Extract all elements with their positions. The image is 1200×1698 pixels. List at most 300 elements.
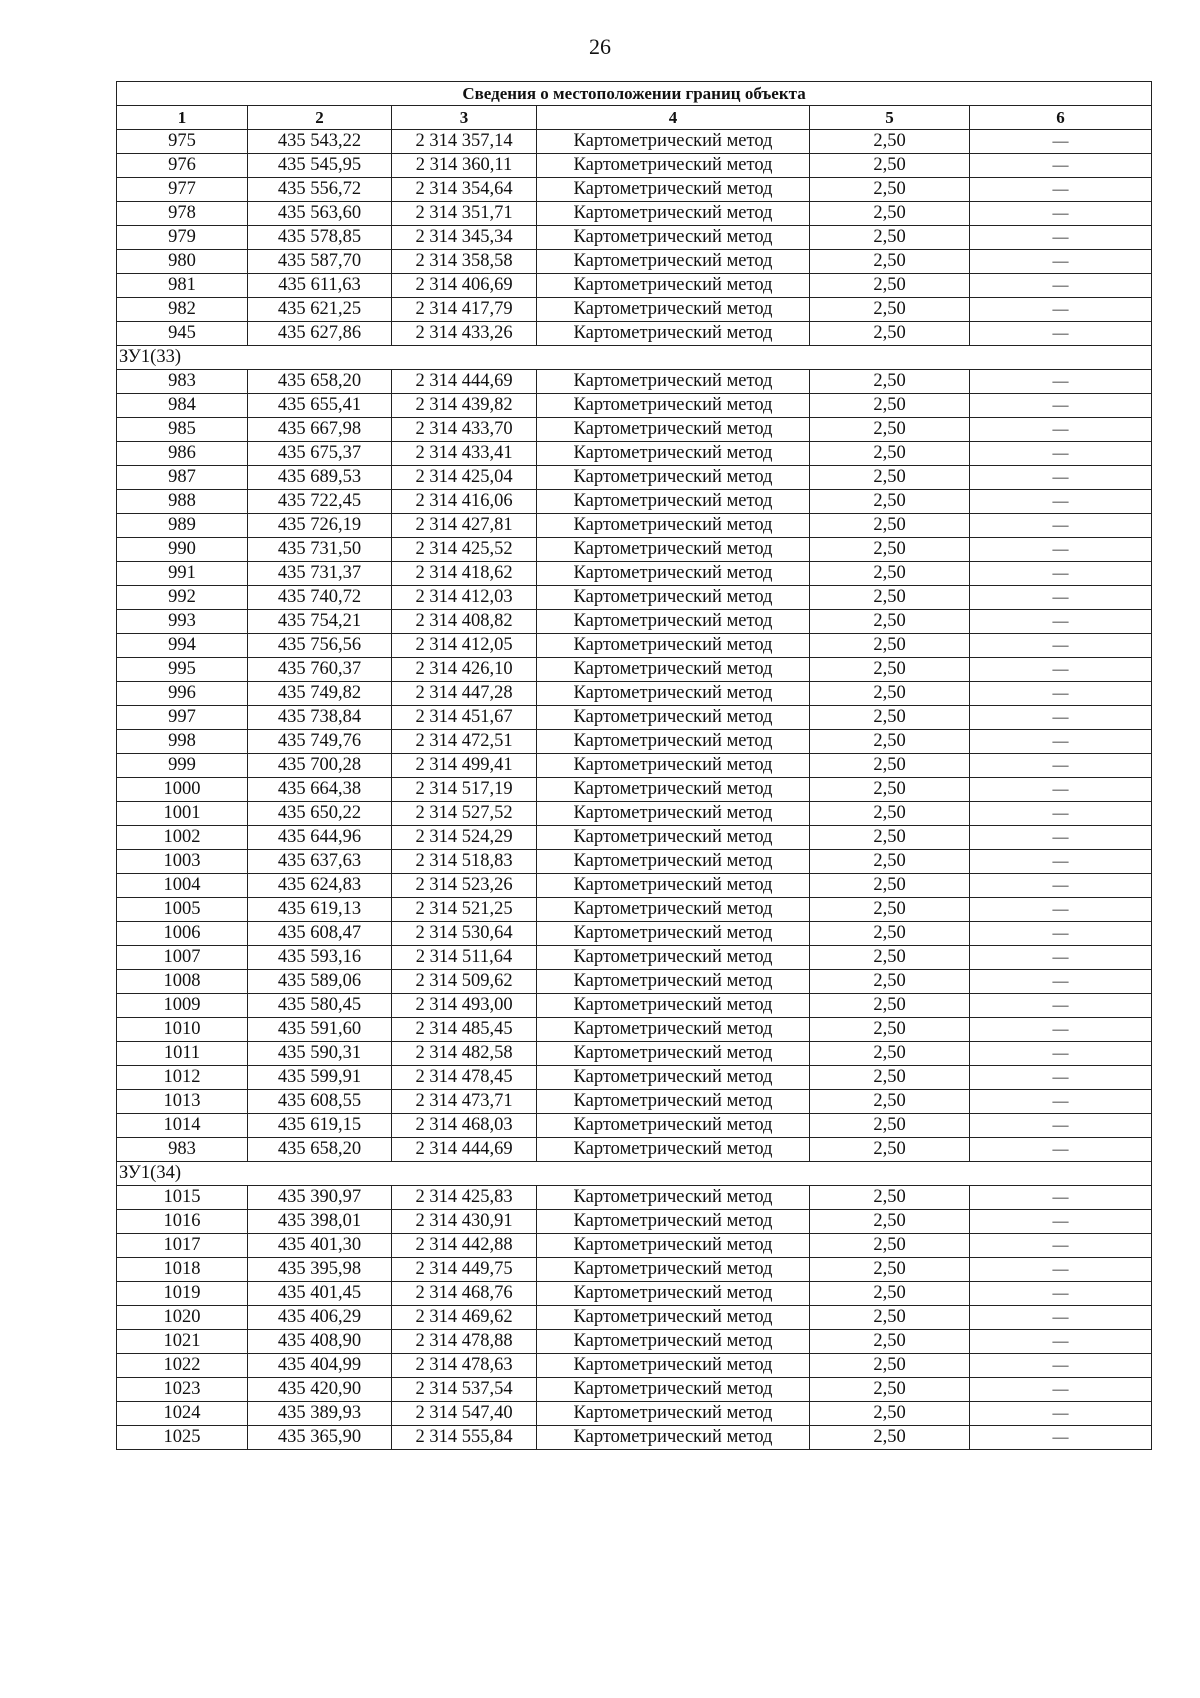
table-row bbox=[117, 1234, 1152, 1258]
table-row bbox=[117, 1066, 1152, 1090]
accuracy-cell: 2,50 bbox=[810, 490, 970, 514]
y-coordinate-cell: 2 314 447,28 bbox=[392, 682, 537, 706]
table-row bbox=[117, 850, 1152, 874]
x-coordinate-cell: 435 406,29 bbox=[248, 1306, 392, 1330]
method-cell: Картометрический метод bbox=[537, 1090, 810, 1114]
note-cell: — bbox=[970, 994, 1152, 1018]
method-cell: Картометрический метод bbox=[537, 1426, 810, 1450]
accuracy-cell: 2,50 bbox=[810, 250, 970, 274]
note-cell: — bbox=[970, 418, 1152, 442]
method-cell: Картометрический метод bbox=[537, 322, 810, 346]
table-row bbox=[117, 154, 1152, 178]
accuracy-cell: 2,50 bbox=[810, 418, 970, 442]
y-coordinate-cell: 2 314 511,64 bbox=[392, 946, 537, 970]
y-coordinate-cell: 2 314 478,63 bbox=[392, 1354, 537, 1378]
x-coordinate-cell: 435 611,63 bbox=[248, 274, 392, 298]
method-cell: Картометрический метод bbox=[537, 706, 810, 730]
x-coordinate-cell: 435 556,72 bbox=[248, 178, 392, 202]
point-number-cell: 1024 bbox=[117, 1402, 248, 1426]
x-coordinate-cell: 435 731,50 bbox=[248, 538, 392, 562]
table-row bbox=[117, 994, 1152, 1018]
method-cell: Картометрический метод bbox=[537, 730, 810, 754]
x-coordinate-cell: 435 401,45 bbox=[248, 1282, 392, 1306]
y-coordinate-cell: 2 314 469,62 bbox=[392, 1306, 537, 1330]
point-number-cell: 998 bbox=[117, 730, 248, 754]
accuracy-cell: 2,50 bbox=[810, 370, 970, 394]
accuracy-cell: 2,50 bbox=[810, 1354, 970, 1378]
note-cell: — bbox=[970, 1426, 1152, 1450]
table-row bbox=[117, 946, 1152, 970]
point-number-cell: 999 bbox=[117, 754, 248, 778]
boundary-coordinates-table bbox=[116, 81, 1152, 1450]
point-number-cell: 1011 bbox=[117, 1042, 248, 1066]
x-coordinate-cell: 435 738,84 bbox=[248, 706, 392, 730]
accuracy-cell: 2,50 bbox=[810, 682, 970, 706]
point-number-cell: 979 bbox=[117, 226, 248, 250]
point-number-cell: 1003 bbox=[117, 850, 248, 874]
table-row bbox=[117, 1330, 1152, 1354]
method-cell: Картометрический метод bbox=[537, 1282, 810, 1306]
table-row bbox=[117, 1402, 1152, 1426]
accuracy-cell: 2,50 bbox=[810, 514, 970, 538]
point-number-cell: 978 bbox=[117, 202, 248, 226]
point-number-cell: 975 bbox=[117, 130, 248, 154]
note-cell: — bbox=[970, 1186, 1152, 1210]
method-cell: Картометрический метод bbox=[537, 1042, 810, 1066]
y-coordinate-cell: 2 314 345,34 bbox=[392, 226, 537, 250]
method-cell: Картометрический метод bbox=[537, 850, 810, 874]
accuracy-cell: 2,50 bbox=[810, 1282, 970, 1306]
note-cell: — bbox=[970, 1210, 1152, 1234]
method-cell: Картометрический метод bbox=[537, 1114, 810, 1138]
x-coordinate-cell: 435 608,47 bbox=[248, 922, 392, 946]
y-coordinate-cell: 2 314 412,05 bbox=[392, 634, 537, 658]
note-cell: — bbox=[970, 514, 1152, 538]
method-cell: Картометрический метод bbox=[537, 130, 810, 154]
y-coordinate-cell: 2 314 444,69 bbox=[392, 370, 537, 394]
note-cell: — bbox=[970, 1354, 1152, 1378]
table-row bbox=[117, 490, 1152, 514]
note-cell: — bbox=[970, 562, 1152, 586]
x-coordinate-cell: 435 621,25 bbox=[248, 298, 392, 322]
x-coordinate-cell: 435 390,97 bbox=[248, 1186, 392, 1210]
x-coordinate-cell: 435 749,76 bbox=[248, 730, 392, 754]
accuracy-cell: 2,50 bbox=[810, 610, 970, 634]
point-number-cell: 982 bbox=[117, 298, 248, 322]
accuracy-cell: 2,50 bbox=[810, 898, 970, 922]
point-number-cell: 981 bbox=[117, 274, 248, 298]
accuracy-cell: 2,50 bbox=[810, 586, 970, 610]
note-cell: — bbox=[970, 394, 1152, 418]
table-row bbox=[117, 466, 1152, 490]
x-coordinate-cell: 435 395,98 bbox=[248, 1258, 392, 1282]
table-row bbox=[117, 1090, 1152, 1114]
section-label: ЗУ1(34) bbox=[117, 1162, 1152, 1186]
method-cell: Картометрический метод bbox=[537, 946, 810, 970]
note-cell: — bbox=[970, 466, 1152, 490]
table-row bbox=[117, 634, 1152, 658]
note-cell: — bbox=[970, 178, 1152, 202]
x-coordinate-cell: 435 726,19 bbox=[248, 514, 392, 538]
note-cell: — bbox=[970, 538, 1152, 562]
section-label: ЗУ1(33) bbox=[117, 346, 1152, 370]
accuracy-cell: 2,50 bbox=[810, 730, 970, 754]
y-coordinate-cell: 2 314 418,62 bbox=[392, 562, 537, 586]
x-coordinate-cell: 435 580,45 bbox=[248, 994, 392, 1018]
y-coordinate-cell: 2 314 425,04 bbox=[392, 466, 537, 490]
x-coordinate-cell: 435 365,90 bbox=[248, 1426, 392, 1450]
table-row bbox=[117, 898, 1152, 922]
accuracy-cell: 2,50 bbox=[810, 1066, 970, 1090]
table-title: Сведения о местоположении границ объекта bbox=[117, 82, 1152, 106]
table-row bbox=[117, 250, 1152, 274]
note-cell: — bbox=[970, 274, 1152, 298]
y-coordinate-cell: 2 314 427,81 bbox=[392, 514, 537, 538]
point-number-cell: 1006 bbox=[117, 922, 248, 946]
accuracy-cell: 2,50 bbox=[810, 442, 970, 466]
point-number-cell: 980 bbox=[117, 250, 248, 274]
table-row bbox=[117, 706, 1152, 730]
table-row bbox=[117, 538, 1152, 562]
x-coordinate-cell: 435 389,93 bbox=[248, 1402, 392, 1426]
section-row bbox=[117, 1162, 1152, 1186]
note-cell: — bbox=[970, 1282, 1152, 1306]
note-cell: — bbox=[970, 1066, 1152, 1090]
x-coordinate-cell: 435 624,83 bbox=[248, 874, 392, 898]
accuracy-cell: 2,50 bbox=[810, 202, 970, 226]
y-coordinate-cell: 2 314 444,69 bbox=[392, 1138, 537, 1162]
y-coordinate-cell: 2 314 478,88 bbox=[392, 1330, 537, 1354]
table-row bbox=[117, 826, 1152, 850]
x-coordinate-cell: 435 722,45 bbox=[248, 490, 392, 514]
point-number-cell: 1002 bbox=[117, 826, 248, 850]
point-number-cell: 945 bbox=[117, 322, 248, 346]
note-cell: — bbox=[970, 322, 1152, 346]
table-body bbox=[117, 130, 1152, 1450]
y-coordinate-cell: 2 314 351,71 bbox=[392, 202, 537, 226]
note-cell: — bbox=[970, 610, 1152, 634]
point-number-cell: 1025 bbox=[117, 1426, 248, 1450]
method-cell: Картометрический метод bbox=[537, 1330, 810, 1354]
point-number-cell: 1014 bbox=[117, 1114, 248, 1138]
accuracy-cell: 2,50 bbox=[810, 802, 970, 826]
accuracy-cell: 2,50 bbox=[810, 1114, 970, 1138]
table-row bbox=[117, 394, 1152, 418]
table-row bbox=[117, 754, 1152, 778]
accuracy-cell: 2,50 bbox=[810, 1306, 970, 1330]
point-number-cell: 994 bbox=[117, 634, 248, 658]
accuracy-cell: 2,50 bbox=[810, 1186, 970, 1210]
method-cell: Картометрический метод bbox=[537, 802, 810, 826]
accuracy-cell: 2,50 bbox=[810, 538, 970, 562]
note-cell: — bbox=[970, 922, 1152, 946]
y-coordinate-cell: 2 314 493,00 bbox=[392, 994, 537, 1018]
column-header-6: 6 bbox=[970, 106, 1152, 130]
y-coordinate-cell: 2 314 530,64 bbox=[392, 922, 537, 946]
y-coordinate-cell: 2 314 433,26 bbox=[392, 322, 537, 346]
x-coordinate-cell: 435 749,82 bbox=[248, 682, 392, 706]
method-cell: Картометрический метод bbox=[537, 922, 810, 946]
x-coordinate-cell: 435 700,28 bbox=[248, 754, 392, 778]
table-row bbox=[117, 1378, 1152, 1402]
method-cell: Картометрический метод bbox=[537, 202, 810, 226]
table-row bbox=[117, 658, 1152, 682]
y-coordinate-cell: 2 314 425,52 bbox=[392, 538, 537, 562]
point-number-cell: 1019 bbox=[117, 1282, 248, 1306]
table-row bbox=[117, 322, 1152, 346]
y-coordinate-cell: 2 314 473,71 bbox=[392, 1090, 537, 1114]
note-cell: — bbox=[970, 1330, 1152, 1354]
method-cell: Картометрический метод bbox=[537, 874, 810, 898]
table-row bbox=[117, 1306, 1152, 1330]
table-row bbox=[117, 274, 1152, 298]
x-coordinate-cell: 435 619,13 bbox=[248, 898, 392, 922]
method-cell: Картометрический метод bbox=[537, 442, 810, 466]
method-cell: Картометрический метод bbox=[537, 1066, 810, 1090]
point-number-cell: 985 bbox=[117, 418, 248, 442]
x-coordinate-cell: 435 760,37 bbox=[248, 658, 392, 682]
note-cell: — bbox=[970, 778, 1152, 802]
method-cell: Картометрический метод bbox=[537, 298, 810, 322]
point-number-cell: 1010 bbox=[117, 1018, 248, 1042]
table-row bbox=[117, 1282, 1152, 1306]
table-row bbox=[117, 298, 1152, 322]
point-number-cell: 993 bbox=[117, 610, 248, 634]
method-cell: Картометрический метод bbox=[537, 586, 810, 610]
y-coordinate-cell: 2 314 524,29 bbox=[392, 826, 537, 850]
note-cell: — bbox=[970, 730, 1152, 754]
accuracy-cell: 2,50 bbox=[810, 226, 970, 250]
method-cell: Картометрический метод bbox=[537, 1210, 810, 1234]
accuracy-cell: 2,50 bbox=[810, 274, 970, 298]
table-row bbox=[117, 730, 1152, 754]
y-coordinate-cell: 2 314 451,67 bbox=[392, 706, 537, 730]
point-number-cell: 1005 bbox=[117, 898, 248, 922]
note-cell: — bbox=[970, 586, 1152, 610]
x-coordinate-cell: 435 420,90 bbox=[248, 1378, 392, 1402]
point-number-cell: 988 bbox=[117, 490, 248, 514]
method-cell: Картометрический метод bbox=[537, 1306, 810, 1330]
x-coordinate-cell: 435 608,55 bbox=[248, 1090, 392, 1114]
point-number-cell: 1018 bbox=[117, 1258, 248, 1282]
point-number-cell: 1009 bbox=[117, 994, 248, 1018]
y-coordinate-cell: 2 314 555,84 bbox=[392, 1426, 537, 1450]
table-row bbox=[117, 682, 1152, 706]
method-cell: Картометрический метод bbox=[537, 634, 810, 658]
method-cell: Картометрический метод bbox=[537, 394, 810, 418]
accuracy-cell: 2,50 bbox=[810, 562, 970, 586]
x-coordinate-cell: 435 587,70 bbox=[248, 250, 392, 274]
point-number-cell: 1013 bbox=[117, 1090, 248, 1114]
note-cell: — bbox=[970, 1114, 1152, 1138]
note-cell: — bbox=[970, 802, 1152, 826]
accuracy-cell: 2,50 bbox=[810, 1330, 970, 1354]
note-cell: — bbox=[970, 154, 1152, 178]
y-coordinate-cell: 2 314 433,70 bbox=[392, 418, 537, 442]
y-coordinate-cell: 2 314 468,76 bbox=[392, 1282, 537, 1306]
x-coordinate-cell: 435 731,37 bbox=[248, 562, 392, 586]
note-cell: — bbox=[970, 226, 1152, 250]
note-cell: — bbox=[970, 634, 1152, 658]
accuracy-cell: 2,50 bbox=[810, 1042, 970, 1066]
accuracy-cell: 2,50 bbox=[810, 1402, 970, 1426]
accuracy-cell: 2,50 bbox=[810, 874, 970, 898]
x-coordinate-cell: 435 545,95 bbox=[248, 154, 392, 178]
note-cell: — bbox=[970, 1402, 1152, 1426]
y-coordinate-cell: 2 314 408,82 bbox=[392, 610, 537, 634]
method-cell: Картометрический метод bbox=[537, 1186, 810, 1210]
table-row bbox=[117, 202, 1152, 226]
note-cell: — bbox=[970, 202, 1152, 226]
method-cell: Картометрический метод bbox=[537, 754, 810, 778]
y-coordinate-cell: 2 314 523,26 bbox=[392, 874, 537, 898]
method-cell: Картометрический метод bbox=[537, 826, 810, 850]
y-coordinate-cell: 2 314 433,41 bbox=[392, 442, 537, 466]
note-cell: — bbox=[970, 442, 1152, 466]
note-cell: — bbox=[970, 1306, 1152, 1330]
accuracy-cell: 2,50 bbox=[810, 1234, 970, 1258]
point-number-cell: 997 bbox=[117, 706, 248, 730]
table-row bbox=[117, 586, 1152, 610]
method-cell: Картометрический метод bbox=[537, 490, 810, 514]
accuracy-cell: 2,50 bbox=[810, 466, 970, 490]
x-coordinate-cell: 435 689,53 bbox=[248, 466, 392, 490]
x-coordinate-cell: 435 675,37 bbox=[248, 442, 392, 466]
column-header-1: 1 bbox=[117, 106, 248, 130]
y-coordinate-cell: 2 314 416,06 bbox=[392, 490, 537, 514]
note-cell: — bbox=[970, 946, 1152, 970]
method-cell: Картометрический метод bbox=[537, 370, 810, 394]
section-row bbox=[117, 346, 1152, 370]
y-coordinate-cell: 2 314 430,91 bbox=[392, 1210, 537, 1234]
column-header-2: 2 bbox=[248, 106, 392, 130]
y-coordinate-cell: 2 314 360,11 bbox=[392, 154, 537, 178]
accuracy-cell: 2,50 bbox=[810, 1090, 970, 1114]
note-cell: — bbox=[970, 826, 1152, 850]
note-cell: — bbox=[970, 898, 1152, 922]
point-number-cell: 1020 bbox=[117, 1306, 248, 1330]
x-coordinate-cell: 435 599,91 bbox=[248, 1066, 392, 1090]
table-row bbox=[117, 514, 1152, 538]
point-number-cell: 987 bbox=[117, 466, 248, 490]
x-coordinate-cell: 435 664,38 bbox=[248, 778, 392, 802]
y-coordinate-cell: 2 314 468,03 bbox=[392, 1114, 537, 1138]
table-row bbox=[117, 178, 1152, 202]
table-row bbox=[117, 922, 1152, 946]
page-number: 26 bbox=[589, 34, 611, 59]
accuracy-cell: 2,50 bbox=[810, 778, 970, 802]
y-coordinate-cell: 2 314 412,03 bbox=[392, 586, 537, 610]
y-coordinate-cell: 2 314 357,14 bbox=[392, 130, 537, 154]
accuracy-cell: 2,50 bbox=[810, 154, 970, 178]
accuracy-cell: 2,50 bbox=[810, 706, 970, 730]
method-cell: Картометрический метод bbox=[537, 1234, 810, 1258]
method-cell: Картометрический метод bbox=[537, 514, 810, 538]
method-cell: Картометрический метод bbox=[537, 418, 810, 442]
table-row bbox=[117, 1186, 1152, 1210]
x-coordinate-cell: 435 619,15 bbox=[248, 1114, 392, 1138]
method-cell: Картометрический метод bbox=[537, 1018, 810, 1042]
y-coordinate-cell: 2 314 472,51 bbox=[392, 730, 537, 754]
y-coordinate-cell: 2 314 509,62 bbox=[392, 970, 537, 994]
y-coordinate-cell: 2 314 478,45 bbox=[392, 1066, 537, 1090]
point-number-cell: 1000 bbox=[117, 778, 248, 802]
column-number-row bbox=[117, 106, 1152, 130]
accuracy-cell: 2,50 bbox=[810, 178, 970, 202]
note-cell: — bbox=[970, 850, 1152, 874]
table-row bbox=[117, 874, 1152, 898]
method-cell: Картометрический метод bbox=[537, 538, 810, 562]
point-number-cell: 1021 bbox=[117, 1330, 248, 1354]
table-row bbox=[117, 1354, 1152, 1378]
note-cell: — bbox=[970, 298, 1152, 322]
table-row bbox=[117, 778, 1152, 802]
x-coordinate-cell: 435 756,56 bbox=[248, 634, 392, 658]
method-cell: Картометрический метод bbox=[537, 274, 810, 298]
x-coordinate-cell: 435 589,06 bbox=[248, 970, 392, 994]
point-number-cell: 976 bbox=[117, 154, 248, 178]
x-coordinate-cell: 435 563,60 bbox=[248, 202, 392, 226]
note-cell: — bbox=[970, 658, 1152, 682]
accuracy-cell: 2,50 bbox=[810, 826, 970, 850]
point-number-cell: 986 bbox=[117, 442, 248, 466]
table-row bbox=[117, 610, 1152, 634]
x-coordinate-cell: 435 740,72 bbox=[248, 586, 392, 610]
method-cell: Картометрический метод bbox=[537, 1402, 810, 1426]
point-number-cell: 983 bbox=[117, 1138, 248, 1162]
point-number-cell: 1023 bbox=[117, 1378, 248, 1402]
method-cell: Картометрический метод bbox=[537, 1354, 810, 1378]
table-row bbox=[117, 442, 1152, 466]
note-cell: — bbox=[970, 682, 1152, 706]
y-coordinate-cell: 2 314 485,45 bbox=[392, 1018, 537, 1042]
accuracy-cell: 2,50 bbox=[810, 1378, 970, 1402]
accuracy-cell: 2,50 bbox=[810, 850, 970, 874]
accuracy-cell: 2,50 bbox=[810, 658, 970, 682]
table-row bbox=[117, 130, 1152, 154]
x-coordinate-cell: 435 408,90 bbox=[248, 1330, 392, 1354]
note-cell: — bbox=[970, 1138, 1152, 1162]
y-coordinate-cell: 2 314 354,64 bbox=[392, 178, 537, 202]
method-cell: Картометрический метод bbox=[537, 178, 810, 202]
method-cell: Картометрический метод bbox=[537, 1258, 810, 1282]
note-cell: — bbox=[970, 874, 1152, 898]
x-coordinate-cell: 435 627,86 bbox=[248, 322, 392, 346]
y-coordinate-cell: 2 314 425,83 bbox=[392, 1186, 537, 1210]
method-cell: Картометрический метод bbox=[537, 1378, 810, 1402]
x-coordinate-cell: 435 398,01 bbox=[248, 1210, 392, 1234]
y-coordinate-cell: 2 314 517,19 bbox=[392, 778, 537, 802]
note-cell: — bbox=[970, 1378, 1152, 1402]
point-number-cell: 1007 bbox=[117, 946, 248, 970]
x-coordinate-cell: 435 543,22 bbox=[248, 130, 392, 154]
y-coordinate-cell: 2 314 442,88 bbox=[392, 1234, 537, 1258]
accuracy-cell: 2,50 bbox=[810, 970, 970, 994]
column-header-4: 4 bbox=[537, 106, 810, 130]
x-coordinate-cell: 435 667,98 bbox=[248, 418, 392, 442]
column-header-5: 5 bbox=[810, 106, 970, 130]
x-coordinate-cell: 435 644,96 bbox=[248, 826, 392, 850]
table-row bbox=[117, 418, 1152, 442]
accuracy-cell: 2,50 bbox=[810, 1138, 970, 1162]
y-coordinate-cell: 2 314 449,75 bbox=[392, 1258, 537, 1282]
note-cell: — bbox=[970, 754, 1152, 778]
accuracy-cell: 2,50 bbox=[810, 1258, 970, 1282]
y-coordinate-cell: 2 314 417,79 bbox=[392, 298, 537, 322]
y-coordinate-cell: 2 314 482,58 bbox=[392, 1042, 537, 1066]
method-cell: Картометрический метод bbox=[537, 154, 810, 178]
note-cell: — bbox=[970, 250, 1152, 274]
